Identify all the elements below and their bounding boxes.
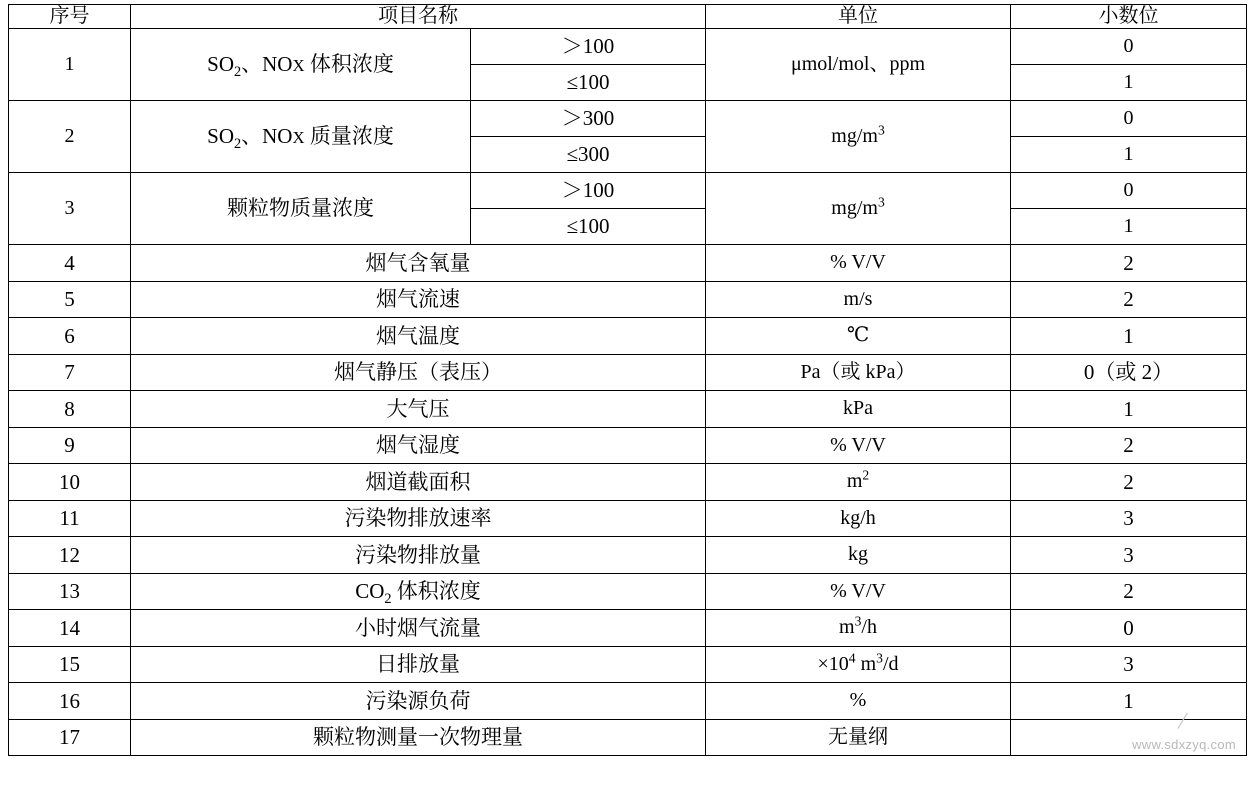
- table-row: [9, 29, 1247, 65]
- cell-no: 11: [9, 500, 131, 537]
- table-row: [9, 427, 1247, 464]
- cell-decimals: 3: [1011, 500, 1247, 537]
- cell-decimals: 1: [1011, 683, 1247, 720]
- cell-name: 烟气流速: [131, 281, 706, 318]
- cell-name: 污染物排放量: [131, 537, 706, 574]
- cell-name: 大气压: [131, 391, 706, 428]
- cell-decimals: 1: [1011, 65, 1247, 101]
- table-sheet: [8, 4, 1246, 756]
- cell-name: 污染物排放速率: [131, 500, 706, 537]
- cell-no: 10: [9, 464, 131, 501]
- table-row: [9, 173, 1247, 209]
- cell-no: 3: [9, 173, 131, 245]
- table-row: [9, 318, 1247, 355]
- cell-decimals: 0（或 2）: [1011, 354, 1247, 391]
- cell-condition: ＞300: [471, 101, 706, 137]
- table-row: [9, 646, 1247, 683]
- cell-no: 6: [9, 318, 131, 355]
- cell-no: 2: [9, 101, 131, 173]
- cell-decimals: 2: [1011, 281, 1247, 318]
- cell-no: 13: [9, 573, 131, 610]
- cell-no: 5: [9, 281, 131, 318]
- table-header: [9, 5, 1247, 29]
- table-row: [9, 500, 1247, 537]
- header-decimals: 小数位: [1011, 5, 1247, 29]
- cell-decimals: 0: [1011, 610, 1247, 647]
- table-header-row: [9, 5, 1247, 29]
- table-row: [9, 537, 1247, 574]
- cell-name: 烟气含氧量: [131, 245, 706, 282]
- cell-name: 烟气湿度: [131, 427, 706, 464]
- cell-unit: Pa（或 kPa）: [706, 354, 1011, 391]
- cell-unit: $mg/m^3$: [706, 173, 1011, 245]
- cell-no: 15: [9, 646, 131, 683]
- parameter-table: [8, 4, 1247, 756]
- cell-decimals: 0: [1011, 173, 1247, 209]
- header-no: 序号: [9, 5, 131, 29]
- cell-name: $SO_2$、NOX 体积浓度: [131, 29, 471, 101]
- cell-name: 烟气温度: [131, 318, 706, 355]
- cell-no: 9: [9, 427, 131, 464]
- table-row: [9, 573, 1247, 610]
- cell-name: 小时烟气流量: [131, 610, 706, 647]
- table-row: [9, 245, 1247, 282]
- cell-name: $CO_2$ 体积浓度: [131, 573, 706, 610]
- cell-decimals: 1: [1011, 209, 1247, 245]
- cell-decimals: 1: [1011, 318, 1247, 355]
- cell-decimals: 2: [1011, 464, 1247, 501]
- cell-unit: kg/h: [706, 500, 1011, 537]
- cell-unit: %: [706, 683, 1011, 720]
- pencil-mark-icon: /: [1175, 705, 1190, 736]
- cell-no: 8: [9, 391, 131, 428]
- table-body: [9, 29, 1247, 756]
- cell-name: $SO_2$、NOX 质量浓度: [131, 101, 471, 173]
- cell-decimals: 1: [1011, 137, 1247, 173]
- table-row: [9, 281, 1247, 318]
- cell-decimals: 2: [1011, 245, 1247, 282]
- header-unit: 单位: [706, 5, 1011, 29]
- cell-name: 颗粒物质量浓度: [131, 173, 471, 245]
- cell-no: 14: [9, 610, 131, 647]
- cell-no: 16: [9, 683, 131, 720]
- cell-no: 17: [9, 719, 131, 756]
- cell-name: 污染源负荷: [131, 683, 706, 720]
- cell-decimals: 2: [1011, 427, 1247, 464]
- cell-no: 7: [9, 354, 131, 391]
- cell-condition: ≤300: [471, 137, 706, 173]
- cell-no: 4: [9, 245, 131, 282]
- cell-unit: μmol/mol、ppm: [706, 29, 1011, 101]
- cell-no: 12: [9, 537, 131, 574]
- cell-unit: % V/V: [706, 573, 1011, 610]
- cell-unit: m/s: [706, 281, 1011, 318]
- table-row: [9, 101, 1247, 137]
- table-row: [9, 464, 1247, 501]
- cell-condition: ≤100: [471, 209, 706, 245]
- cell-unit: % V/V: [706, 427, 1011, 464]
- cell-unit: $\times 10^4$ $m^3/d$: [706, 646, 1011, 683]
- cell-decimals: 0: [1011, 101, 1247, 137]
- cell-decimals: 3: [1011, 646, 1247, 683]
- cell-no: 1: [9, 29, 131, 101]
- cell-condition: ＞100: [471, 29, 706, 65]
- cell-decimals: 0: [1011, 29, 1247, 65]
- cell-unit: 无量纲: [706, 719, 1011, 756]
- cell-condition: ＞100: [471, 173, 706, 209]
- cell-name: 烟气静压（表压）: [131, 354, 706, 391]
- cell-decimals: 1: [1011, 391, 1247, 428]
- cell-unit: $m^3/h$: [706, 610, 1011, 647]
- cell-condition: ≤100: [471, 65, 706, 101]
- cell-unit: $m^2$: [706, 464, 1011, 501]
- cell-unit: $mg/m^3$: [706, 101, 1011, 173]
- cell-decimals: 2: [1011, 573, 1247, 610]
- cell-name: 颗粒物测量一次物理量: [131, 719, 706, 756]
- table-row: [9, 354, 1247, 391]
- cell-unit: % V/V: [706, 245, 1011, 282]
- cell-unit: kPa: [706, 391, 1011, 428]
- table-row: [9, 719, 1247, 756]
- watermark-text: www.sdxzyq.com: [1132, 737, 1236, 752]
- cell-unit: ℃: [706, 318, 1011, 355]
- table-row: [9, 391, 1247, 428]
- table-row: [9, 610, 1247, 647]
- header-name: 项目名称: [131, 5, 706, 29]
- cell-unit: kg: [706, 537, 1011, 574]
- cell-name: 日排放量: [131, 646, 706, 683]
- cell-decimals: 3: [1011, 537, 1247, 574]
- table-row: [9, 683, 1247, 720]
- cell-name: 烟道截面积: [131, 464, 706, 501]
